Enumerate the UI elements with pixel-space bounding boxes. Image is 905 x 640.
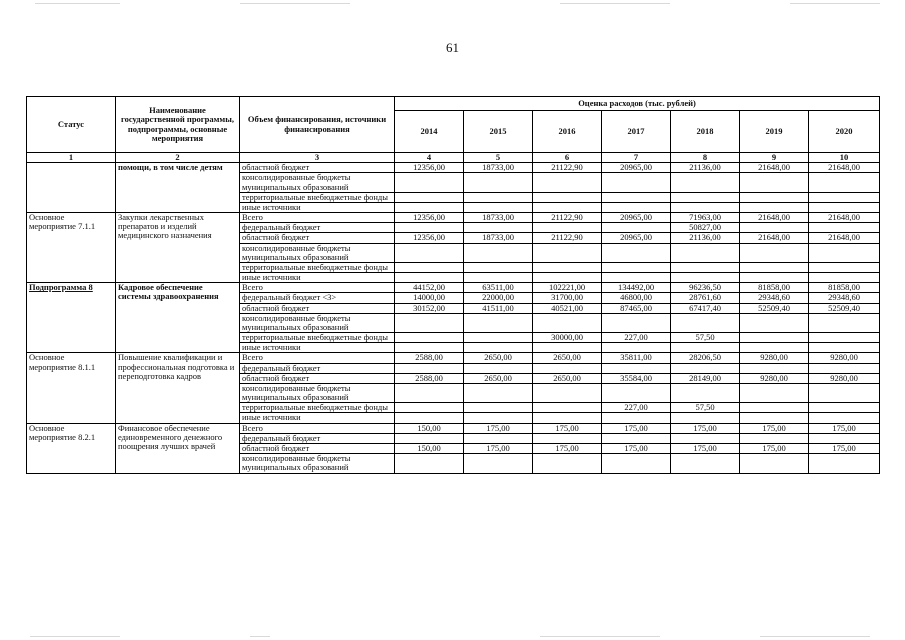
- column-number: 9: [740, 153, 809, 163]
- funding-source-cell: консолидированные бюджеты муниципальных образований: [240, 383, 395, 402]
- value-cell: 96236,50: [671, 283, 740, 293]
- value-cell: 21648,00: [809, 213, 880, 223]
- value-cell: [809, 383, 880, 402]
- funding-source-cell: иные источники: [240, 343, 395, 353]
- column-number: 6: [533, 153, 602, 163]
- value-cell: [602, 273, 671, 283]
- value-cell: 227,00: [602, 333, 671, 343]
- header-year: 2017: [602, 111, 671, 153]
- funding-source-cell: консолидированные бюджеты муниципальных образований: [240, 454, 395, 473]
- value-cell: [809, 413, 880, 423]
- value-cell: 9280,00: [809, 353, 880, 363]
- value-cell: 21648,00: [740, 233, 809, 243]
- value-cell: [395, 262, 464, 272]
- table-row: [27, 163, 880, 173]
- table-row: [27, 353, 880, 363]
- top-rule: [560, 3, 670, 4]
- value-cell: 175,00: [809, 443, 880, 453]
- value-cell: 20965,00: [602, 233, 671, 243]
- value-cell: [809, 363, 880, 373]
- header-status: Статус: [27, 97, 116, 153]
- value-cell: [602, 262, 671, 272]
- value-cell: 150,00: [395, 423, 464, 433]
- bottom-rule: [760, 636, 870, 637]
- funding-source-cell: областной бюджет: [240, 233, 395, 243]
- value-cell: 175,00: [602, 443, 671, 453]
- value-cell: 18733,00: [464, 213, 533, 223]
- value-cell: 57,50: [671, 333, 740, 343]
- value-cell: [671, 413, 740, 423]
- header-year: 2018: [671, 111, 740, 153]
- value-cell: [395, 273, 464, 283]
- value-cell: 41511,00: [464, 303, 533, 313]
- bottom-rule: [540, 636, 660, 637]
- value-cell: [740, 202, 809, 212]
- value-cell: 175,00: [533, 423, 602, 433]
- funding-source-cell: консолидированные бюджеты муниципальных образований: [240, 313, 395, 332]
- funding-source-cell: Всего: [240, 213, 395, 223]
- column-number-row: [27, 153, 880, 163]
- value-cell: [809, 223, 880, 233]
- value-cell: [740, 333, 809, 343]
- value-cell: 87465,00: [602, 303, 671, 313]
- value-cell: 21122,90: [533, 213, 602, 223]
- value-cell: [395, 363, 464, 373]
- value-cell: 71963,00: [671, 213, 740, 223]
- value-cell: 12356,00: [395, 233, 464, 243]
- funding-source-cell: федеральный бюджет: [240, 433, 395, 443]
- value-cell: [464, 413, 533, 423]
- value-cell: 227,00: [602, 403, 671, 413]
- value-cell: [740, 454, 809, 473]
- value-cell: [395, 313, 464, 332]
- value-cell: [395, 383, 464, 402]
- value-cell: [464, 433, 533, 443]
- header-year: 2014: [395, 111, 464, 153]
- budget-table: [26, 96, 880, 474]
- value-cell: [464, 383, 533, 402]
- funding-source-cell: консолидированные бюджеты муниципальных образований: [240, 243, 395, 262]
- value-cell: [533, 454, 602, 473]
- value-cell: [809, 173, 880, 192]
- value-cell: 175,00: [464, 443, 533, 453]
- value-cell: 9280,00: [740, 373, 809, 383]
- funding-source-cell: федеральный бюджет: [240, 363, 395, 373]
- program-name-cell: Повышение квалификации и профессиональная подготовка и переподготовка кадров: [116, 353, 240, 423]
- program-name-cell: Кадровое обеспечение системы здравоохранения: [116, 283, 240, 353]
- value-cell: 2650,00: [533, 353, 602, 363]
- value-cell: [533, 403, 602, 413]
- top-rule: [240, 3, 350, 4]
- funding-source-cell: территориальные внебюджетные фонды: [240, 262, 395, 272]
- value-cell: [533, 223, 602, 233]
- value-cell: [464, 454, 533, 473]
- value-cell: [602, 173, 671, 192]
- value-cell: 21648,00: [740, 213, 809, 223]
- value-cell: [740, 273, 809, 283]
- value-cell: 175,00: [671, 423, 740, 433]
- value-cell: [809, 454, 880, 473]
- value-cell: [395, 223, 464, 233]
- funding-source-cell: иные источники: [240, 202, 395, 212]
- value-cell: 2588,00: [395, 373, 464, 383]
- value-cell: [602, 192, 671, 202]
- value-cell: [464, 223, 533, 233]
- top-rule: [35, 3, 120, 4]
- value-cell: [809, 273, 880, 283]
- value-cell: 12356,00: [395, 213, 464, 223]
- value-cell: [533, 313, 602, 332]
- funding-source-cell: Всего: [240, 353, 395, 363]
- funding-source-cell: территориальные внебюджетные фонды: [240, 403, 395, 413]
- value-cell: [809, 262, 880, 272]
- value-cell: 102221,00: [533, 283, 602, 293]
- value-cell: 18733,00: [464, 163, 533, 173]
- funding-source-cell: Всего: [240, 283, 395, 293]
- funding-source-cell: федеральный бюджет <3>: [240, 293, 395, 303]
- value-cell: [464, 192, 533, 202]
- value-cell: 81858,00: [740, 283, 809, 293]
- bottom-rule: [30, 636, 120, 637]
- value-cell: [740, 413, 809, 423]
- column-number: 3: [240, 153, 395, 163]
- value-cell: [533, 363, 602, 373]
- page-number: 61: [446, 40, 459, 55]
- funding-source-cell: областной бюджет: [240, 163, 395, 173]
- value-cell: [809, 403, 880, 413]
- value-cell: [809, 192, 880, 202]
- header-estimate: Оценка расходов (тыс. рублей): [395, 97, 880, 111]
- value-cell: [740, 403, 809, 413]
- value-cell: [464, 202, 533, 212]
- value-cell: [671, 262, 740, 272]
- value-cell: [602, 363, 671, 373]
- header-funding: Объем финансирования, источники финансирования: [240, 97, 395, 153]
- value-cell: [809, 243, 880, 262]
- funding-source-cell: областной бюджет: [240, 443, 395, 453]
- value-cell: [533, 273, 602, 283]
- top-rule: [790, 3, 880, 4]
- funding-source-cell: иные источники: [240, 273, 395, 283]
- value-cell: 67417,40: [671, 303, 740, 313]
- funding-source-cell: Всего: [240, 423, 395, 433]
- value-cell: [602, 243, 671, 262]
- value-cell: [533, 343, 602, 353]
- value-cell: 2650,00: [464, 373, 533, 383]
- value-cell: [671, 363, 740, 373]
- header-year: 2020: [809, 111, 880, 153]
- value-cell: 2588,00: [395, 353, 464, 363]
- value-cell: [464, 333, 533, 343]
- value-cell: [395, 343, 464, 353]
- value-cell: 52509,40: [809, 303, 880, 313]
- value-cell: 46800,00: [602, 293, 671, 303]
- value-cell: [464, 262, 533, 272]
- value-cell: [602, 454, 671, 473]
- value-cell: [602, 313, 671, 332]
- value-cell: 134492,00: [602, 283, 671, 293]
- value-cell: [533, 413, 602, 423]
- value-cell: [671, 313, 740, 332]
- value-cell: 175,00: [740, 423, 809, 433]
- value-cell: 175,00: [464, 423, 533, 433]
- funding-source-cell: консолидированные бюджеты муниципальных образований: [240, 173, 395, 192]
- value-cell: [740, 343, 809, 353]
- value-cell: 14000,00: [395, 293, 464, 303]
- program-name-cell: помощи, в том числе детям: [116, 163, 240, 213]
- value-cell: [740, 383, 809, 402]
- table-row: [27, 283, 880, 293]
- value-cell: [602, 433, 671, 443]
- value-cell: 21648,00: [740, 163, 809, 173]
- value-cell: 81858,00: [809, 283, 880, 293]
- column-number: 4: [395, 153, 464, 163]
- value-cell: [395, 454, 464, 473]
- value-cell: [809, 313, 880, 332]
- funding-source-cell: иные источники: [240, 413, 395, 423]
- value-cell: [533, 433, 602, 443]
- status-cell: [27, 163, 116, 213]
- value-cell: 30152,00: [395, 303, 464, 313]
- value-cell: 57,50: [671, 403, 740, 413]
- value-cell: [740, 363, 809, 373]
- value-cell: 35584,00: [602, 373, 671, 383]
- value-cell: [395, 243, 464, 262]
- value-cell: [395, 333, 464, 343]
- column-number: 2: [116, 153, 240, 163]
- value-cell: 50827,00: [671, 223, 740, 233]
- value-cell: [809, 333, 880, 343]
- value-cell: 21136,00: [671, 233, 740, 243]
- table-row: [27, 423, 880, 433]
- value-cell: [602, 383, 671, 402]
- value-cell: 30000,00: [533, 333, 602, 343]
- value-cell: [464, 173, 533, 192]
- program-name-cell: Финансовое обеспечение единовременного денежного поощрения лучших врачей: [116, 423, 240, 473]
- value-cell: [533, 192, 602, 202]
- budget-table-body: [27, 163, 880, 473]
- column-number: 8: [671, 153, 740, 163]
- column-number: 10: [809, 153, 880, 163]
- value-cell: 21648,00: [809, 233, 880, 243]
- value-cell: [671, 243, 740, 262]
- value-cell: [740, 433, 809, 443]
- value-cell: [464, 273, 533, 283]
- value-cell: [671, 343, 740, 353]
- value-cell: [809, 433, 880, 443]
- value-cell: [533, 173, 602, 192]
- value-cell: [464, 403, 533, 413]
- value-cell: [533, 383, 602, 402]
- value-cell: 175,00: [809, 423, 880, 433]
- funding-source-cell: областной бюджет: [240, 303, 395, 313]
- value-cell: [602, 202, 671, 212]
- value-cell: [740, 262, 809, 272]
- value-cell: 22000,00: [464, 293, 533, 303]
- value-cell: [740, 223, 809, 233]
- value-cell: [671, 173, 740, 192]
- value-cell: [464, 243, 533, 262]
- value-cell: [395, 413, 464, 423]
- status-cell: Основное мероприятие 7.1.1: [27, 213, 116, 283]
- header-year: 2016: [533, 111, 602, 153]
- value-cell: [464, 313, 533, 332]
- program-name-cell: Закупки лекарственных препаратов и изделий медицинского назначения: [116, 213, 240, 283]
- value-cell: [395, 403, 464, 413]
- value-cell: [533, 202, 602, 212]
- value-cell: 28206,50: [671, 353, 740, 363]
- value-cell: 9280,00: [809, 373, 880, 383]
- value-cell: 175,00: [602, 423, 671, 433]
- status-cell: Основное мероприятие 8.1.1: [27, 353, 116, 423]
- value-cell: 29348,60: [740, 293, 809, 303]
- bottom-rule: [250, 636, 270, 637]
- value-cell: [464, 363, 533, 373]
- funding-source-cell: областной бюджет: [240, 373, 395, 383]
- value-cell: [533, 262, 602, 272]
- value-cell: [602, 343, 671, 353]
- value-cell: 28149,00: [671, 373, 740, 383]
- header-year: 2015: [464, 111, 533, 153]
- value-cell: [671, 383, 740, 402]
- value-cell: 29348,60: [809, 293, 880, 303]
- column-number: 1: [27, 153, 116, 163]
- value-cell: 2650,00: [533, 373, 602, 383]
- value-cell: 18733,00: [464, 233, 533, 243]
- status-cell: Подпрограмма 8: [27, 283, 116, 353]
- value-cell: 28761,60: [671, 293, 740, 303]
- column-number: 7: [602, 153, 671, 163]
- value-cell: [809, 343, 880, 353]
- value-cell: 175,00: [740, 443, 809, 453]
- value-cell: 31700,00: [533, 293, 602, 303]
- value-cell: [740, 313, 809, 332]
- value-cell: [740, 173, 809, 192]
- value-cell: [671, 454, 740, 473]
- funding-source-cell: федеральный бюджет: [240, 223, 395, 233]
- value-cell: [395, 433, 464, 443]
- value-cell: 12356,00: [395, 163, 464, 173]
- value-cell: [395, 192, 464, 202]
- value-cell: 40521,00: [533, 303, 602, 313]
- value-cell: [671, 202, 740, 212]
- value-cell: [464, 343, 533, 353]
- value-cell: [602, 413, 671, 423]
- value-cell: [395, 173, 464, 192]
- value-cell: 175,00: [671, 443, 740, 453]
- value-cell: 44152,00: [395, 283, 464, 293]
- table-row: [27, 213, 880, 223]
- funding-source-cell: территориальные внебюджетные фонды: [240, 192, 395, 202]
- value-cell: [602, 223, 671, 233]
- header-year: 2019: [740, 111, 809, 153]
- value-cell: [740, 192, 809, 202]
- value-cell: [740, 243, 809, 262]
- value-cell: 35811,00: [602, 353, 671, 363]
- value-cell: 9280,00: [740, 353, 809, 363]
- value-cell: 20965,00: [602, 163, 671, 173]
- funding-source-cell: территориальные внебюджетные фонды: [240, 333, 395, 343]
- header-name: Наименование государственной программы, подпрограммы, основные мероприятия: [116, 97, 240, 153]
- value-cell: 2650,00: [464, 353, 533, 363]
- value-cell: 175,00: [533, 443, 602, 453]
- value-cell: 150,00: [395, 443, 464, 453]
- value-cell: 21136,00: [671, 163, 740, 173]
- value-cell: [809, 202, 880, 212]
- value-cell: [671, 273, 740, 283]
- value-cell: [671, 433, 740, 443]
- value-cell: 20965,00: [602, 213, 671, 223]
- value-cell: 21122,90: [533, 233, 602, 243]
- value-cell: 63511,00: [464, 283, 533, 293]
- value-cell: 52509,40: [740, 303, 809, 313]
- value-cell: 21122,90: [533, 163, 602, 173]
- value-cell: [395, 202, 464, 212]
- column-number: 5: [464, 153, 533, 163]
- value-cell: [533, 243, 602, 262]
- value-cell: [671, 192, 740, 202]
- value-cell: 21648,00: [809, 163, 880, 173]
- status-cell: Основное мероприятие 8.2.1: [27, 423, 116, 473]
